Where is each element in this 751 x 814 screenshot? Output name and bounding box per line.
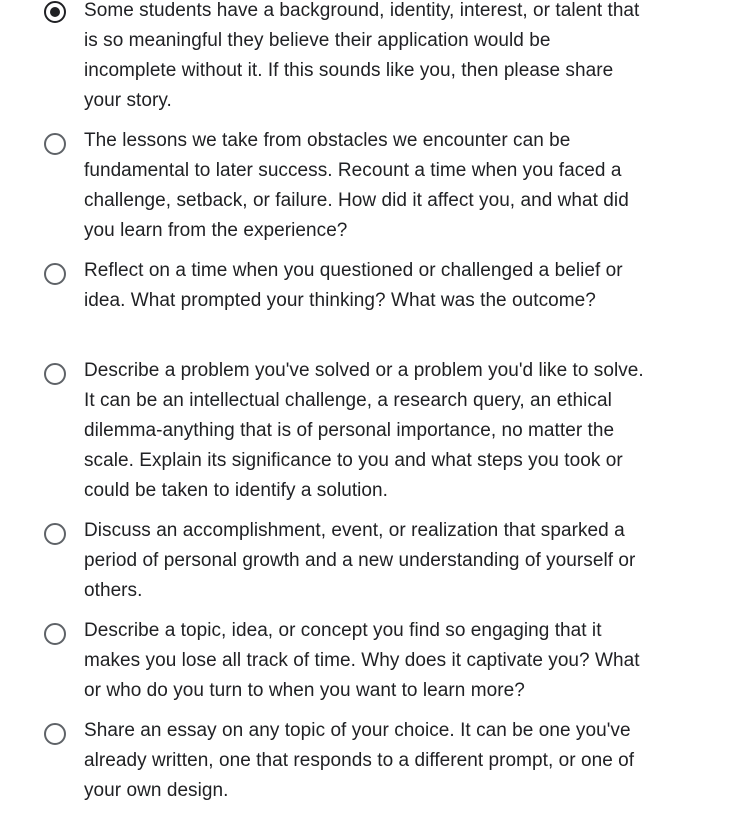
prompt-option-problem[interactable] [0,356,680,506]
radio-button[interactable] [44,623,66,645]
prompt-option-topic-engaging[interactable] [0,616,680,706]
prompt-option-label: Some students have a background, identity, interest, or talent that is so meaningful they believe their application would be incomplete without it. If this sounds like you, then please share your story. [84,0,640,111]
prompt-option-obstacles[interactable] [0,126,680,246]
radio-button[interactable] [44,363,66,385]
prompt-option-label: Share an essay on any topic of your choice. It can be one you've already written, one that responds to a different prompt, or one of your own design. [84,720,635,801]
prompt-option-label: Describe a topic, idea, or concept you find so engaging that it makes you lose all track of time. Why does it captivate you? What or who do you turn to when you want to learn more? [84,620,640,701]
radio-button[interactable] [44,263,66,285]
prompt-option-label: Reflect on a time when you questioned or challenged a belief or idea. What prompted your thinking? What was the outcome? [84,260,623,311]
radio-button[interactable] [44,133,66,155]
prompt-option-background-identity[interactable] [0,0,680,116]
prompt-option-label: Discuss an accomplishment, event, or realization that sparked a period of personal growth and a new understanding of yourself or others. [84,520,636,601]
radio-button[interactable] [44,723,66,745]
prompt-option-label: The lessons we take from obstacles we encounter can be fundamental to later success. Recount a time when you faced a challenge, setback, or failure. How did it affect you, and what did you learn from the experience? [84,130,629,241]
prompt-option-label: Describe a problem you've solved or a problem you'd like to solve. It can be an intellectual challenge, a research query, an ethical dilemma-anything that is of personal importance, no matter the scale. Explain its significance to you and what steps you took or could be taken to identify a solution. [84,360,644,501]
radio-button[interactable] [44,523,66,545]
prompt-option-topic-of-choice[interactable] [0,716,680,806]
radio-dot [50,7,60,17]
radio-button-selected[interactable] [44,1,66,23]
prompt-option-accomplishment[interactable] [0,516,680,606]
prompt-option-belief[interactable] [0,256,680,346]
